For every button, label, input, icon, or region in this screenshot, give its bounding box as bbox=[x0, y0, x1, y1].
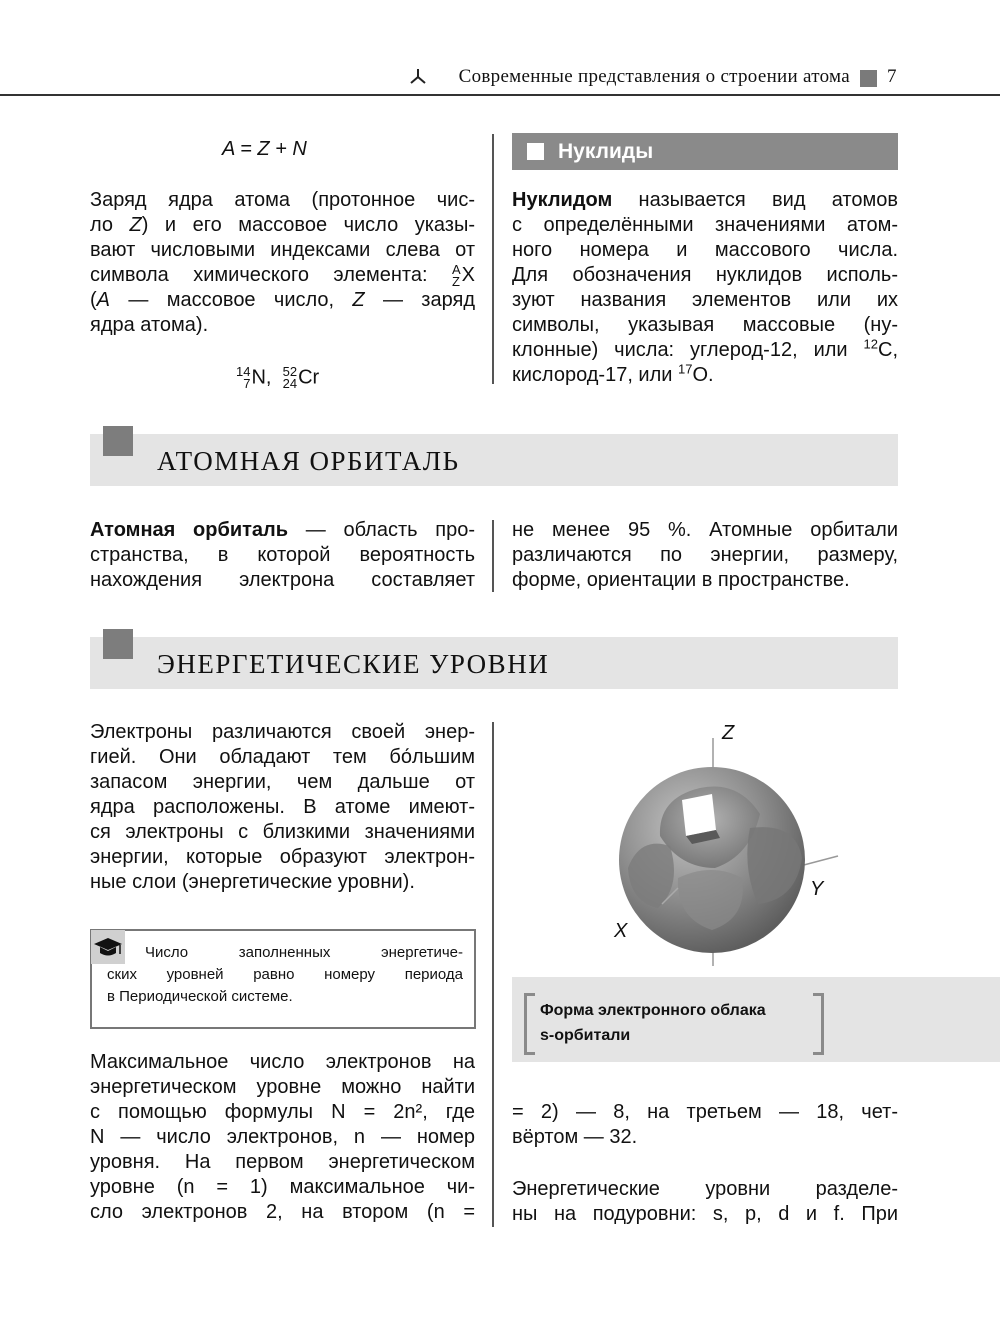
text-line: ся электроны с близкими значениями bbox=[90, 821, 475, 843]
text-line: Атомная орбиталь — область про- bbox=[90, 519, 476, 541]
section-square-icon bbox=[103, 629, 133, 659]
axis-label-x: X bbox=[614, 920, 628, 942]
text-line: символы, указывая массовые (ну- bbox=[512, 314, 898, 336]
atom-tripod-icon bbox=[408, 66, 428, 86]
text-line: Для обозначения нуклидов исполь- bbox=[512, 264, 898, 286]
text-line: ные слои (энергетические уровни). bbox=[90, 871, 415, 893]
levels-intro-paragraph bbox=[90, 720, 475, 895]
axis-label-y: Y bbox=[810, 878, 824, 900]
figure-caption: Форма электронного облака s-орбитали bbox=[540, 1002, 766, 1044]
text-line: Энергетические уровни разделе- bbox=[512, 1178, 898, 1200]
text-line: N — число электронов, n — номер bbox=[90, 1126, 475, 1148]
orbital-left-paragraph bbox=[90, 518, 475, 593]
nuclide-indices: 14 7 bbox=[236, 364, 251, 391]
text-line: ядра расположены. В атоме имеют- bbox=[90, 796, 475, 818]
column-divider bbox=[492, 520, 494, 592]
text-line: энергии, которые образуют электрон- bbox=[90, 846, 475, 868]
page-number: 7 bbox=[887, 66, 897, 87]
axis-label-z: Z bbox=[722, 722, 735, 744]
levels-right-continuation bbox=[512, 1100, 898, 1150]
text-line: Нуклидом называется вид атомов bbox=[512, 189, 898, 211]
section-square-icon bbox=[103, 426, 133, 456]
section-bar-atomic-orbital bbox=[90, 434, 898, 486]
nuclide-examples bbox=[236, 366, 319, 390]
levels-max-paragraph bbox=[90, 1050, 475, 1225]
text-line: (A — массовое число, Z — заряд bbox=[90, 289, 475, 311]
nuclides-paragraph bbox=[512, 188, 898, 388]
text-line: запасом энергии, чем дальше от bbox=[90, 771, 475, 793]
text-line: энергетическом уровне можно найти bbox=[90, 1076, 475, 1098]
formula-mass-number: A = Z + N bbox=[222, 138, 307, 160]
text-line: различаются по энергии, размеру, bbox=[512, 544, 898, 566]
header-square-icon bbox=[860, 70, 877, 87]
column-divider bbox=[492, 722, 494, 1227]
text-line: ло Z) и его массовое число указы- bbox=[90, 214, 475, 236]
text-line: Электроны различаются своей энер- bbox=[90, 721, 475, 743]
text-line: вают числовыми индексами слева от bbox=[90, 239, 475, 261]
text-line: нахождения электрона составляет bbox=[90, 569, 475, 591]
nuclide-indices: 52 24 bbox=[282, 364, 298, 391]
charge-paragraph bbox=[90, 188, 475, 338]
text-line: ного номера и массового числа. bbox=[512, 239, 898, 261]
text-line: зуют названия элементов или их bbox=[512, 289, 898, 311]
text-line: странства, в которой вероятность bbox=[90, 544, 475, 566]
text-line: не менее 95 %. Атомные орбитали bbox=[512, 519, 898, 541]
nuclide-indices: A Z bbox=[451, 261, 461, 289]
text-line: вёртом — 32. bbox=[512, 1126, 638, 1148]
text-line: уровня. На первом энергетическом bbox=[90, 1151, 475, 1173]
section-title: ЭНЕРГЕТИЧЕСКИЕ УРОВНИ bbox=[157, 649, 550, 679]
text-line: сло электронов 2, на втором (n = bbox=[90, 1201, 475, 1223]
text-line: ны на подуровни: s, p, d и f. При bbox=[512, 1203, 898, 1225]
section-title: АТОМНАЯ ОРБИТАЛЬ bbox=[157, 446, 460, 476]
running-header-title: Современные представления о строении атома bbox=[458, 66, 850, 87]
text-line: клонные) числа: углерод-12, или $^{12}$C, bbox=[512, 336, 898, 361]
text-line: символа химического элемента: A Z X bbox=[90, 261, 475, 289]
text-line: уровне (n = 1) максимальное чи- bbox=[90, 1176, 475, 1198]
graduation-cap-icon bbox=[91, 930, 125, 964]
sublevels-paragraph bbox=[512, 1177, 898, 1227]
example-chromium: Cr bbox=[298, 366, 320, 389]
orbital-right-paragraph bbox=[512, 518, 898, 593]
caption-bracket-left bbox=[524, 993, 535, 1055]
note-line: ских уровней равно номеру периода bbox=[107, 966, 463, 983]
column-divider bbox=[492, 134, 494, 384]
section-bar-energy-levels bbox=[90, 637, 898, 689]
nuclides-heading-bar bbox=[512, 133, 898, 170]
text-line: форме, ориентации в пространстве. bbox=[512, 569, 850, 591]
text-line: ядра атома). bbox=[90, 314, 209, 336]
text-line: с помощью формулы N = 2n², где bbox=[90, 1101, 475, 1123]
heading-square-icon bbox=[527, 143, 544, 160]
note-line: Число заполненных энергетиче- bbox=[145, 944, 463, 961]
text-line: Заряд ядра атома (протонное чис- bbox=[90, 189, 475, 211]
header-rule bbox=[0, 94, 1000, 96]
text-line: кислород-17, или $^{17}$O. bbox=[512, 361, 714, 386]
nuclides-heading: Нуклиды bbox=[558, 140, 654, 163]
text-line: гией. Они обладают тем бо́льшим bbox=[90, 746, 475, 768]
note-line: в Периодической системе. bbox=[107, 988, 293, 1005]
text-line: Максимальное число электронов на bbox=[90, 1051, 475, 1073]
s-orbital-figure bbox=[600, 718, 840, 968]
caption-bracket-right bbox=[813, 993, 824, 1055]
text-line: с определёнными значениями атом- bbox=[512, 214, 898, 236]
text-line: = 2) — 8, на третьем — 18, чет- bbox=[512, 1101, 898, 1123]
example-nitrogen: N, bbox=[251, 366, 272, 389]
